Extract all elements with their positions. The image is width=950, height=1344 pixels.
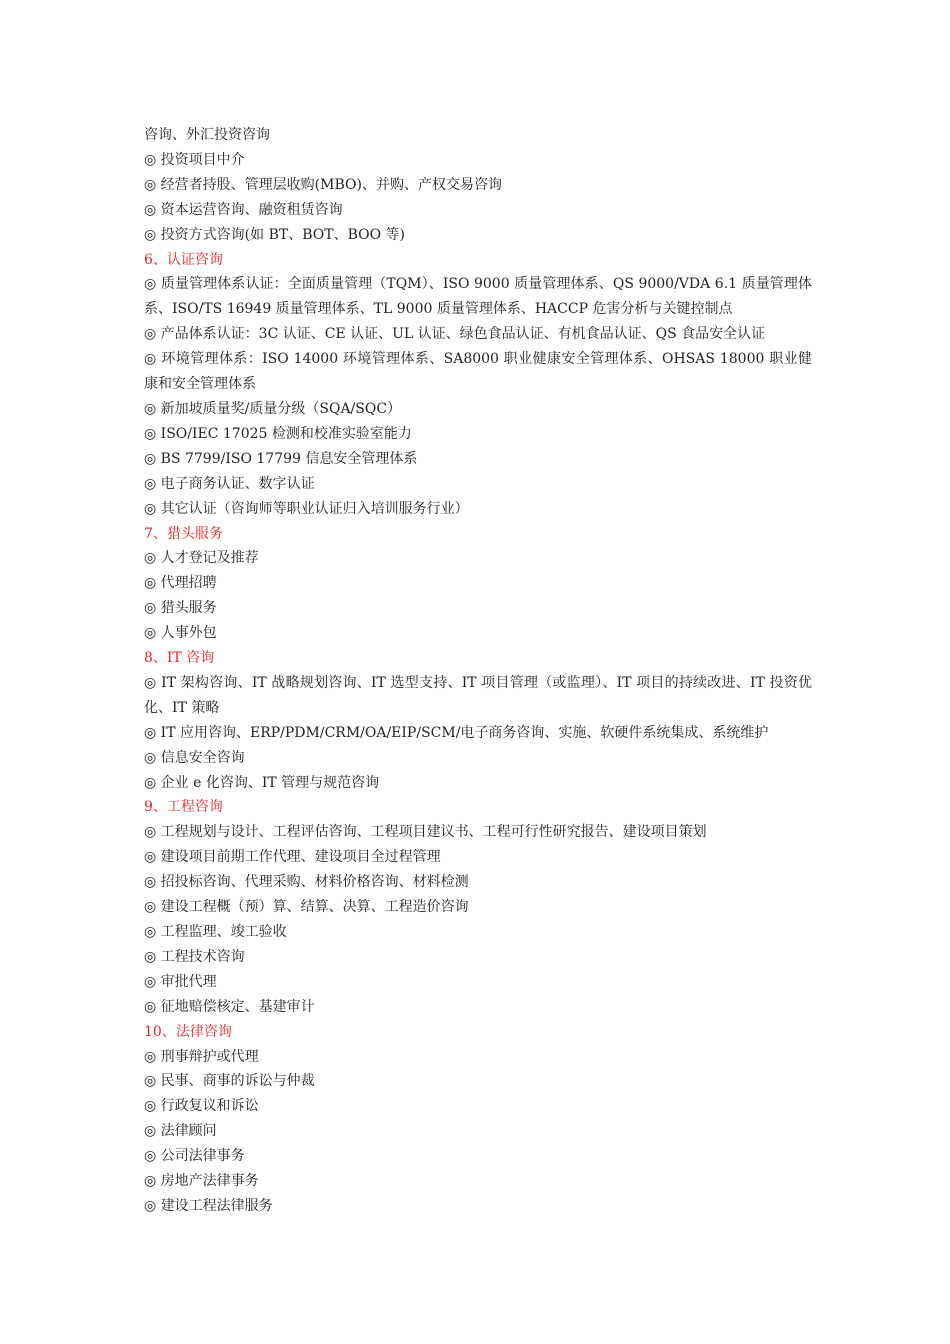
- list-item: ◎ 环境管理体系：ISO 14000 环境管理体系、SA8000 职业健康安全管理体系、OHSAS 18000 职业健康和安全管理体系: [144, 351, 812, 393]
- list-item: ◎ 人事外包: [144, 625, 217, 642]
- list-item: ◎ 建设项目前期工作代理、建设项目全过程管理: [144, 849, 441, 866]
- list-item: ◎ 建设工程法律服务: [144, 1197, 273, 1214]
- list-item: ◎ 招投标咨询、代理采购、材料价格咨询、材料检测: [144, 874, 469, 891]
- section-heading: 6、认证咨询: [144, 251, 223, 268]
- list-item: ◎ 经营者持股、管理层收购(MBO)、并购、产权交易咨询: [144, 176, 502, 193]
- list-item: ◎ 工程规划与设计、工程评估咨询、工程项目建议书、工程可行性研究报告、建设项目策划: [144, 824, 707, 841]
- section-heading: 10、法律咨询: [144, 1023, 232, 1040]
- section-heading: 8、IT 咨询: [144, 650, 215, 667]
- list-item: ◎ 审批代理: [144, 973, 217, 990]
- section-heading: 7、猎头服务: [144, 525, 223, 542]
- list-item: ◎ 行政复议和诉讼: [144, 1098, 259, 1115]
- list-item: ◎ 人才登记及推荐: [144, 550, 259, 567]
- list-item: ◎ 征地赔偿核定、基建审计: [144, 998, 315, 1015]
- list-item: ◎ 房地产法律事务: [144, 1173, 259, 1190]
- list-item: ◎ 新加坡质量奖/质量分级（SQA/SQC）: [144, 400, 402, 417]
- list-item: ◎ 工程监理、竣工验收: [144, 924, 287, 940]
- list-item: ◎ ISO/IEC 17025 检测和校准实验室能力: [144, 425, 412, 442]
- list-item: ◎ BS 7799/ISO 17799 信息安全管理体系: [144, 450, 418, 467]
- list-item: ◎ 信息安全咨询: [144, 749, 245, 766]
- list-item: ◎ 投资方式咨询(如 BT、BOT、BOO 等): [144, 226, 405, 243]
- list-item: ◎ 猎头服务: [144, 600, 217, 617]
- list-item: ◎ 公司法律事务: [144, 1148, 245, 1165]
- list-item: ◎ 工程技术咨询: [144, 948, 245, 965]
- list-item: ◎ IT 应用咨询、ERP/PDM/CRM/OA/EIP/SCM/电子商务咨询、实施、软硬件系统集成、系统维护: [144, 724, 769, 741]
- list-item: ◎ 法律顾问: [144, 1123, 217, 1140]
- paragraph-text: 咨询、外汇投资咨询: [144, 127, 270, 143]
- list-item: ◎ 质量管理体系认证：全面质量管理（TQM）、ISO 9000 质量管理体系、QS 9000/VDA 6.1 质量管理体系、ISO/TS 16949 质量管理体系、TL 9000 质量管理体系、HACCP 危害分析与关键控制点: [144, 276, 812, 318]
- document-page: [144, 123, 812, 1219]
- list-item: ◎ 投资项目中介: [144, 151, 245, 168]
- list-item: ◎ 建设工程概（预）算、结算、决算、工程造价咨询: [144, 899, 469, 916]
- section-heading: 9、工程咨询: [144, 799, 223, 816]
- list-item: ◎ 产品体系认证：3C 认证、CE 认证、UL 认证、绿色食品认证、有机食品认证、QS 食品安全认证: [144, 326, 766, 343]
- list-item: ◎ 代理招聘: [144, 575, 217, 592]
- list-item: ◎ IT 架构咨询、IT 战略规划咨询、IT 选型支持、IT 项目管理（或监理）、IT 项目的持续改进、IT 投资优化、IT 策略: [144, 674, 812, 716]
- list-item: ◎ 电子商务认证、数字认证: [144, 475, 315, 492]
- list-item: ◎ 民事、商事的诉讼与仲裁: [144, 1073, 315, 1090]
- list-item: ◎ 企业 e 化咨询、IT 管理与规范咨询: [144, 774, 380, 791]
- list-item: ◎ 资本运营咨询、融资租赁咨询: [144, 201, 343, 218]
- list-item: ◎ 其它认证（咨询师等职业认证归入培训服务行业）: [144, 500, 469, 517]
- list-item: ◎ 刑事辩护或代理: [144, 1048, 259, 1065]
